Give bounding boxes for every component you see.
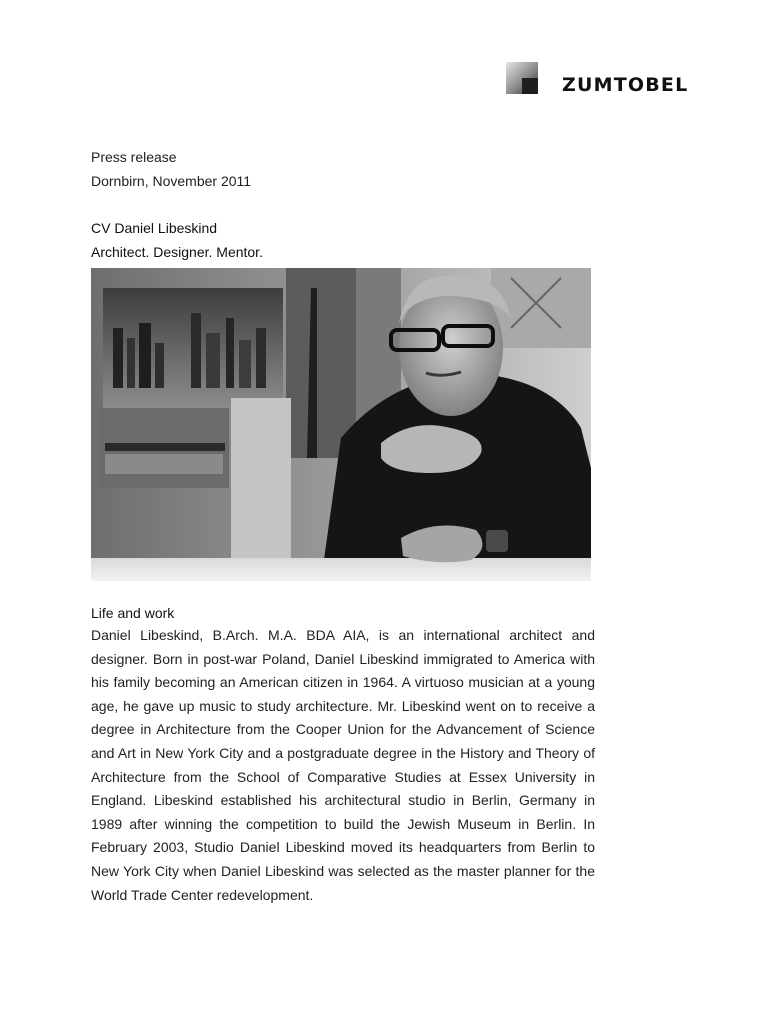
place-date: Dornbirn, November 2011 bbox=[91, 173, 252, 189]
press-meta bbox=[91, 145, 251, 193]
body-paragraph: Daniel Libeskind, B.Arch. M.A. BDA AIA, is an international architect and designer. Born in post-war Poland, Daniel Libeskind immigrated to America with his family becoming an American citizen in 1964. A virtuoso musician at a young age, he gave up music to study architecture. Mr. Libeskind went on to receive a degree in Architecture from the Cooper Union for the Advancement of Science and Art in New York City and a postgraduate degree in the History and Theory of Architecture from the School of Comparative Studies at Essex University in England. Libeskind established his architectural studio in Berlin, Germany in 1989 after winning the competition to build the Jewish Museum in Berlin. In February 2003, Studio Daniel Libeskind moved its headquarters from Berlin to New York City when Daniel Libeskind was selected as the master planner for the World Trade Center redevelopment. bbox=[91, 627, 595, 903]
section-title: Life and work bbox=[91, 605, 175, 621]
portrait-photo bbox=[91, 268, 591, 581]
document-heading bbox=[91, 216, 263, 264]
document-title: CV Daniel Libeskind bbox=[91, 220, 218, 236]
portrait-photo-icon bbox=[91, 268, 591, 581]
document-type: Press release bbox=[91, 149, 177, 165]
brand-name: ZUMTOBEL bbox=[562, 74, 689, 96]
brand-logo bbox=[506, 62, 688, 94]
zumtobel-logo-icon bbox=[506, 62, 538, 94]
document-subtitle: Architect. Designer. Mentor. bbox=[91, 244, 263, 260]
